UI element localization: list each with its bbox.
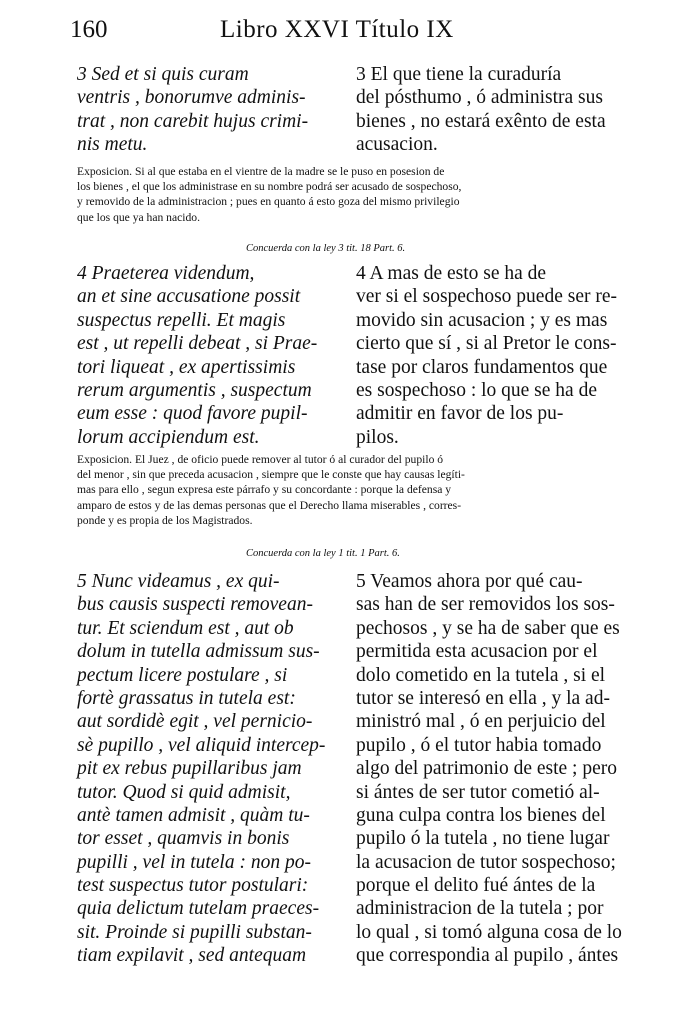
spanish-text-3 (356, 63, 618, 157)
spanish-line: algo del patrimonio de este ; pero (356, 758, 618, 780)
latin-line: tiam expilavit , sed antequam (77, 945, 307, 967)
latin-line: tutor. Quod si quid admisit, (77, 781, 291, 803)
spanish-line: guna culpa contra los bienes del (356, 804, 606, 826)
latin-text-4 (77, 262, 342, 449)
spanish-line: sas han de ser removidos los sos- (356, 594, 615, 616)
exposicion-line: amparo de estos y de las demas personas que el Derecho llama miserables , corres- (77, 498, 462, 512)
latin-line: antè tamen admisit , quàm tu- (77, 804, 310, 826)
spanish-line: 4 A mas de esto se ha de (356, 263, 547, 284)
concuerda-2: Concuerda con la ley 1 tit. 1 Part. 6. (246, 548, 400, 559)
concuerda-1: Concuerda con la ley 3 tit. 18 Part. 6. (246, 243, 406, 254)
exposicion-line: del menor , sin que preceda acusacion , siempre que le conste que hay causas legíti- (77, 468, 465, 482)
latin-line: 4 Praeterea videndum, (77, 263, 255, 284)
spanish-line: 5 Veamos ahora por qué cau- (356, 571, 583, 592)
latin-line: est , ut repelli debeat , si Prae- (77, 333, 318, 355)
latin-line: trat , non carebit hujus crimi- (77, 110, 309, 132)
spanish-line: administracion de la tutela ; por (356, 898, 604, 920)
spanish-line: 3 El que tiene la curaduría (356, 64, 562, 85)
spanish-line: admitir en favor de los pu- (356, 403, 564, 425)
spanish-line: bienes , no estará exênto de esta (356, 110, 606, 132)
latin-line: tori liqueat , ex apertissimis (77, 356, 296, 378)
latin-line: rerum argumentis , suspectum (77, 379, 312, 401)
exposicion-line: Exposicion. El Juez , de oficio puede remover al tutor ó al curador del pupilo ó (77, 453, 444, 466)
spanish-line: permitida esta acusacion por el (356, 641, 598, 663)
spanish-line: tutor se interesó en ella , y la ad- (356, 687, 610, 709)
spanish-line: lo qual , si tomó alguna cosa de lo (356, 921, 622, 943)
latin-line: eum esse : quod favore pupil- (77, 403, 308, 425)
spanish-line: pilos. (356, 426, 399, 448)
exposicion-3 (77, 164, 617, 225)
spanish-text-5 (356, 570, 622, 968)
spanish-line: tase por claros fundamentos que (356, 356, 608, 378)
exposicion-line: mas para ello , segun expresa este párrafo y su concordante : porque la defensa y (77, 483, 452, 497)
latin-line: quia delictum tutelam praeces- (77, 898, 320, 920)
spanish-line: dolo cometido en la tutela , si el (356, 664, 606, 686)
exposicion-line: Exposicion. Si al que estaba en el vientre de la madre se le puso en posesion de (77, 165, 445, 178)
spanish-line: ver si el sospechoso puede ser re- (356, 286, 617, 308)
exposicion-line: y removido de la administracion ; pues en quanto á esto goza del mismo privilegio (77, 195, 460, 209)
running-title: Libro XXVI Título IX (220, 16, 454, 43)
page-number: 160 (70, 16, 108, 43)
spanish-line: pupilo ó la tutela , no tiene lugar (356, 828, 610, 850)
spanish-line: acusacion. (356, 134, 438, 156)
latin-line: pit ex rebus pupillaribus jam (77, 758, 302, 780)
spanish-line: pupilo , ó el tutor habia tomado (356, 734, 602, 756)
latin-line: test suspectus tutor postulari: (77, 875, 309, 897)
exposicion-line: ponde y es propia de los Magistrados. (77, 513, 253, 527)
latin-line: tur. Et sciendum est , aut ob (77, 617, 294, 639)
latin-line: 5 Nunc videamus , ex qui- (77, 571, 280, 592)
spanish-line: pechosos , y se ha de saber que es (356, 617, 620, 639)
latin-line: an et sine accusatione possit (77, 286, 301, 308)
latin-line: lorum accipiendum est. (77, 426, 260, 448)
latin-line: nis metu. (77, 134, 148, 156)
latin-line: dolum in tutella admissum sus- (77, 641, 320, 663)
latin-line: suspectus repelli. Et magis (77, 309, 286, 331)
exposicion-line: los bienes , el que los administrase en su nombre podrá ser acusado de sospechoso, (77, 180, 462, 194)
running-header (70, 16, 612, 50)
exposicion-4 (77, 452, 617, 528)
latin-text-3 (77, 63, 342, 157)
latin-line: sit. Proinde si pupilli substan- (77, 921, 312, 943)
spanish-line: la acusacion de tutor sospechoso; (356, 851, 616, 873)
spanish-line: cierto que sí , si al Pretor le cons- (356, 333, 617, 355)
latin-line: fortè grassatus in tutela est: (77, 687, 296, 709)
latin-line: sè pupillo , vel aliquid intercep- (77, 734, 326, 756)
latin-line: pupilli , vel in tutela : non po- (77, 851, 311, 873)
latin-line: tor esset , quamvis in bonis (77, 828, 290, 850)
latin-line: aut sordidè egit , vel pernicio- (77, 711, 313, 733)
spanish-line: porque el delito fué ántes de la (356, 875, 596, 897)
spanish-line: ministró mal , ó en perjuicio del (356, 711, 606, 733)
exposicion-line: que los que ya han nacido. (77, 210, 200, 224)
spanish-text-4 (356, 262, 618, 449)
latin-line: pectum licere postulare , si (77, 664, 288, 686)
latin-line: 3 Sed et si quis curam (77, 64, 249, 85)
spanish-line: es sospechoso : lo que se ha de (356, 379, 597, 401)
spanish-line: movido sin acusacion ; y es mas (356, 309, 608, 331)
spanish-line: si ántes de ser tutor cometió al- (356, 781, 600, 803)
spanish-line: que correspondia al pupilo , ántes (356, 945, 619, 967)
latin-text-5 (77, 570, 342, 968)
spanish-line: del pósthumo , ó administra sus (356, 87, 603, 109)
latin-line: bus causis suspecti removean- (77, 594, 313, 616)
latin-line: ventris , bonorumve adminis- (77, 87, 306, 109)
